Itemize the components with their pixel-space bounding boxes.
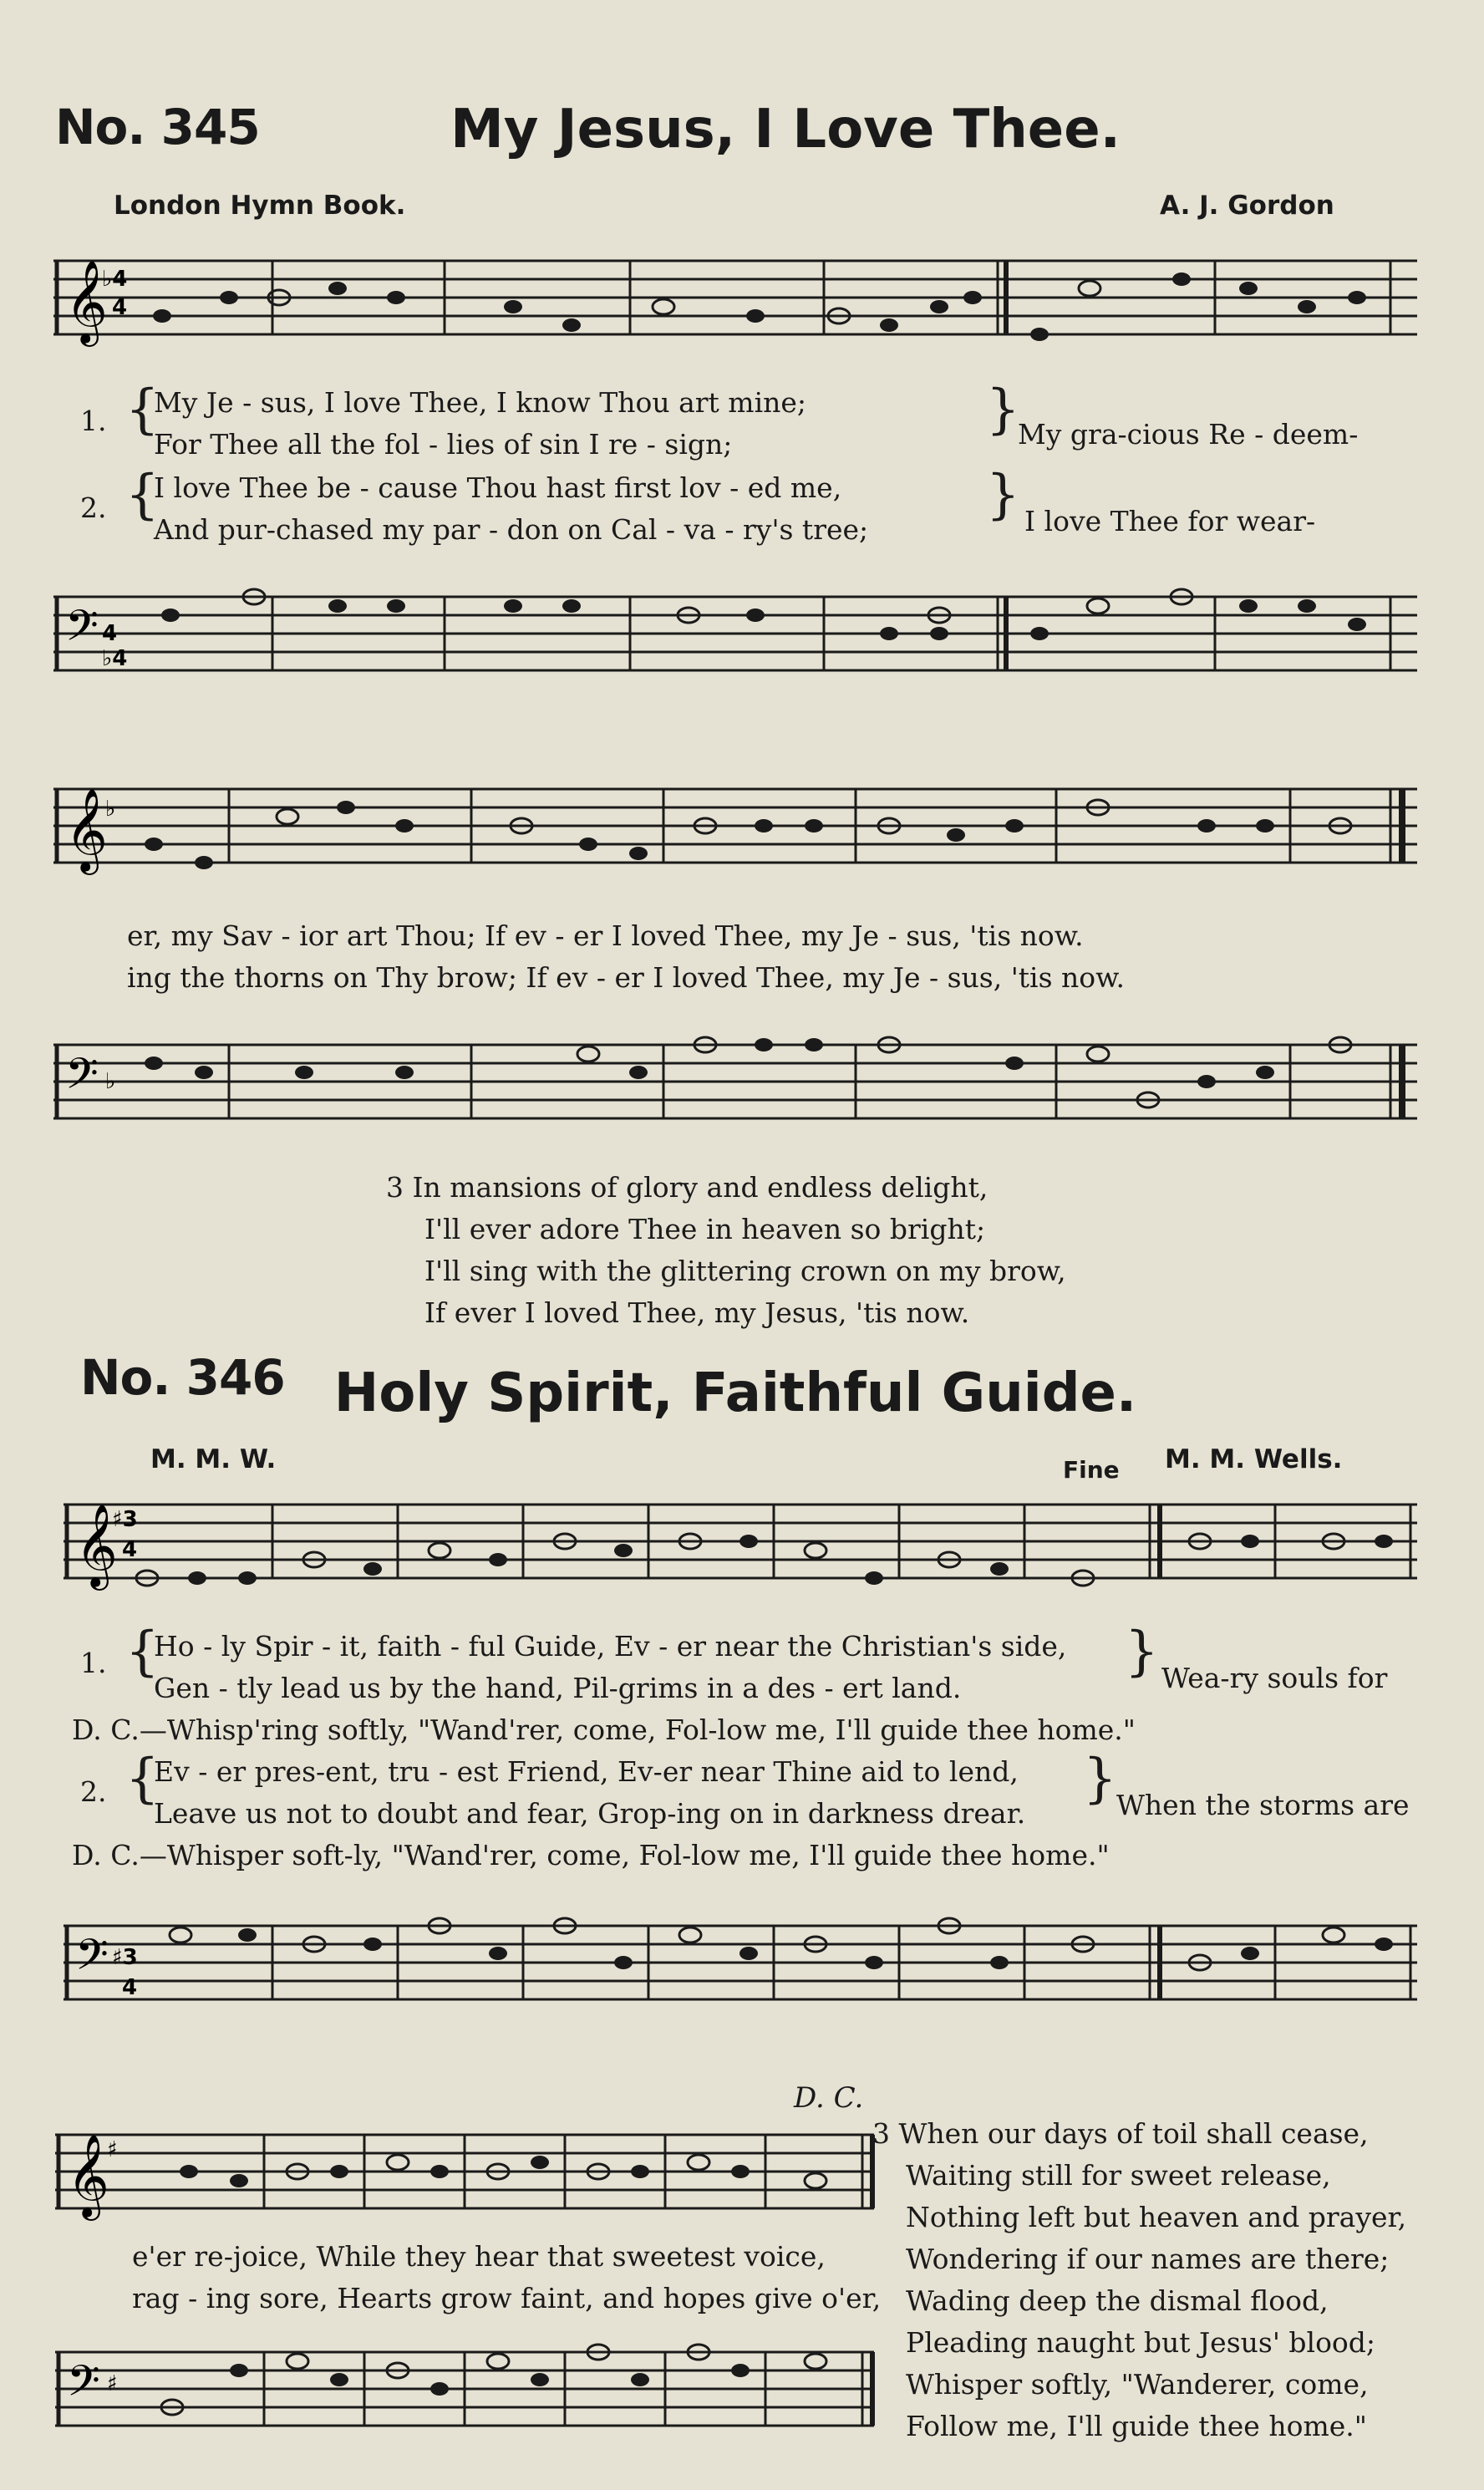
- hymn-345-system-1-bass-staff: [53, 585, 1417, 694]
- hymn-346-lyric-2b: Leave us not to doubt and fear, Grop-ing on in darkness drear.: [154, 1797, 1026, 1830]
- svg-text:𝄢: 𝄢: [65, 1048, 99, 1109]
- hymn-345-system-1-treble-staff: [53, 249, 1417, 348]
- svg-text:𝄢: 𝄢: [67, 2355, 100, 2416]
- hymn-345-verse-3-line-3: I'll sing with the glittering crown on my brow,: [424, 1255, 1066, 1287]
- hymn-346-verse-3-line-7: Whisper softly, "Wanderer, come,: [906, 2368, 1369, 2401]
- hymn-345-verse-1-close-brace: }: [986, 379, 1020, 440]
- hymn-345-system-2-lyric-2: ing the thorns on Thy brow; If ev - er I loved Thee, my Je - sus, 'tis now.: [127, 961, 1125, 994]
- svg-text:𝄞: 𝄞: [75, 1504, 118, 1587]
- hymn-345-verse-2-brace: {: [125, 464, 160, 526]
- hymn-345-system-2-bass-staff: [53, 1033, 1417, 1142]
- hymn-345-verse-3: [386, 1167, 1066, 1334]
- hymn-346-dc-line-2: D. C.—Whisper soft-ly, "Wand'rer, come, Fol-low me, I'll guide thee home.": [72, 1839, 1110, 1871]
- hymn-346-verse-3-line-1: 3 When our days of toil shall cease,: [872, 2117, 1369, 2150]
- hymn-346-verse-3-line-2: Waiting still for sweet release,: [906, 2159, 1331, 2192]
- svg-text:𝄢: 𝄢: [65, 600, 99, 661]
- hymn-346-verse-2-close-brace: }: [1083, 1748, 1117, 1810]
- hymn-345-lyric-1a: My Je - sus, I love Thee, I know Thou art mine;: [154, 386, 807, 419]
- hymn-346-verse-3-line-5: Wading deep the dismal flood,: [906, 2284, 1329, 2317]
- hymn-346-dc-line-1: D. C.—Whisp'ring softly, "Wand'rer, come, Fol-low me, I'll guide thee home.": [72, 1713, 1136, 1746]
- hymn-346-verse-3: [872, 2113, 1406, 2447]
- hymn-346-lyric-2a: Ev - er pres-ent, tru - est Friend, Ev-er near Thine aid to lend,: [154, 1755, 1019, 1788]
- hymn-345-verse-2-close-brace: }: [986, 464, 1020, 526]
- hymn-346-verse-3-line-8: Follow me, I'll guide thee home.": [906, 2410, 1367, 2442]
- hymn-345-continuation-1: My gra-cious Re - deem-: [1018, 418, 1359, 451]
- hymn-346-verse-3-line-4: Wondering if our names are there;: [906, 2243, 1390, 2275]
- hymn-346-lyric-1b: Gen - tly lead us by the hand, Pil-grims in a des - ert land.: [154, 1672, 962, 1704]
- hymn-345-verse-3-line-4: If ever I loved Thee, my Jesus, 'tis now.: [424, 1296, 970, 1329]
- hymn-345-verse-3-line-2: I'll ever adore Thee in heaven so bright;: [424, 1213, 986, 1245]
- hymn-346-verse-1-close-brace: }: [1125, 1621, 1159, 1683]
- svg-text:♭4: ♭4: [102, 267, 128, 292]
- hymn-346-verse-2-number: 2.: [80, 1775, 107, 1808]
- svg-text:𝄢: 𝄢: [75, 1929, 109, 1990]
- hymn-346-number: No. 346: [80, 1349, 285, 1406]
- svg-text:𝄞: 𝄞: [67, 2134, 109, 2218]
- hymn-345-verse-3-line-1: 3 In mansions of glory and endless delight,: [386, 1171, 988, 1204]
- hymn-346-verse-3-line-3: Nothing left but heaven and prayer,: [906, 2201, 1407, 2233]
- hymn-346-system-2-lyric-1: e'er re-joice, While they hear that sweetest voice,: [132, 2240, 826, 2273]
- hymn-345-continuation-2: I love Thee for wear-: [1024, 505, 1316, 537]
- svg-text:♭: ♭: [105, 797, 116, 822]
- hymn-345-number: No. 345: [55, 99, 260, 155]
- svg-text:4: 4: [102, 621, 118, 646]
- hymn-345-lyric-2b: And pur-chased my par - don on Cal - va - ry's tree;: [154, 513, 869, 546]
- svg-text:♯3: ♯3: [112, 1945, 138, 1970]
- svg-text:♯: ♯: [107, 2137, 118, 2162]
- hymn-346-continuation-1: Wea-ry souls for: [1161, 1662, 1388, 1694]
- hymn-345-system-2-treble-staff: [53, 777, 1417, 876]
- hymn-345-source: London Hymn Book.: [114, 191, 406, 221]
- svg-text:♯3: ♯3: [112, 1507, 138, 1532]
- svg-text:♯: ♯: [107, 2371, 118, 2396]
- hymn-345-composer: A. J. Gordon: [1160, 191, 1334, 221]
- hymn-346-system-1-treble-staff: [64, 1493, 1417, 1591]
- hymn-345-verse-2-number: 2.: [80, 491, 107, 524]
- hymn-346-system-2-bass-staff: [55, 2340, 874, 2439]
- hymn-346-dc-mark: D. C.: [794, 2081, 864, 2115]
- hymn-346-verse-3-line-6: Pleading naught but Jesus' blood;: [906, 2326, 1376, 2359]
- hymn-346-source: M. M. W.: [150, 1444, 277, 1474]
- svg-text:♭4: ♭4: [102, 646, 128, 671]
- svg-text:4: 4: [122, 1975, 138, 2000]
- hymn-346-fine: Fine: [1063, 1456, 1120, 1484]
- hymn-346-lyric-1a: Ho - ly Spir - it, faith - ful Guide, Ev - er near the Christian's side,: [154, 1630, 1067, 1663]
- hymn-345-title: My Jesus, I Love Thee.: [450, 99, 1121, 160]
- hymn-345-lyric-1b: For Thee all the fol - lies of sin I re - sign;: [154, 428, 733, 461]
- svg-text:4: 4: [112, 295, 128, 320]
- hymn-346-system-1-bass-staff: [64, 1914, 1417, 2039]
- hymn-346-verse-2-brace: {: [125, 1748, 160, 1810]
- svg-text:𝄞: 𝄞: [65, 788, 108, 872]
- svg-text:𝄞: 𝄞: [65, 260, 108, 344]
- hymn-346-system-2-lyric-2: rag - ing sore, Hearts grow faint, and hopes give o'er,: [132, 2282, 882, 2314]
- svg-text:♭: ♭: [105, 1069, 116, 1094]
- hymn-346-title: Holy Spirit, Faithful Guide.: [333, 1362, 1137, 1424]
- hymn-346-system-2-treble-staff: [55, 2123, 874, 2222]
- hymn-345-lyric-2a: I love Thee be - cause Thou hast first lov - ed me,: [154, 471, 842, 504]
- hymn-345-verse-1-brace: {: [125, 379, 160, 440]
- hymn-345-verse-1-number: 1.: [80, 405, 107, 437]
- hymn-345-system-2-lyric-1: er, my Sav - ior art Thou; If ev - er I loved Thee, my Je - sus, 'tis now.: [127, 919, 1084, 952]
- hymn-346-verse-1-brace: {: [125, 1621, 160, 1683]
- hymn-346-verse-1-number: 1.: [80, 1647, 107, 1679]
- hymn-346-continuation-2: When the storms are: [1116, 1789, 1410, 1821]
- svg-text:4: 4: [122, 1537, 138, 1562]
- hymn-346-composer: M. M. Wells.: [1165, 1444, 1343, 1474]
